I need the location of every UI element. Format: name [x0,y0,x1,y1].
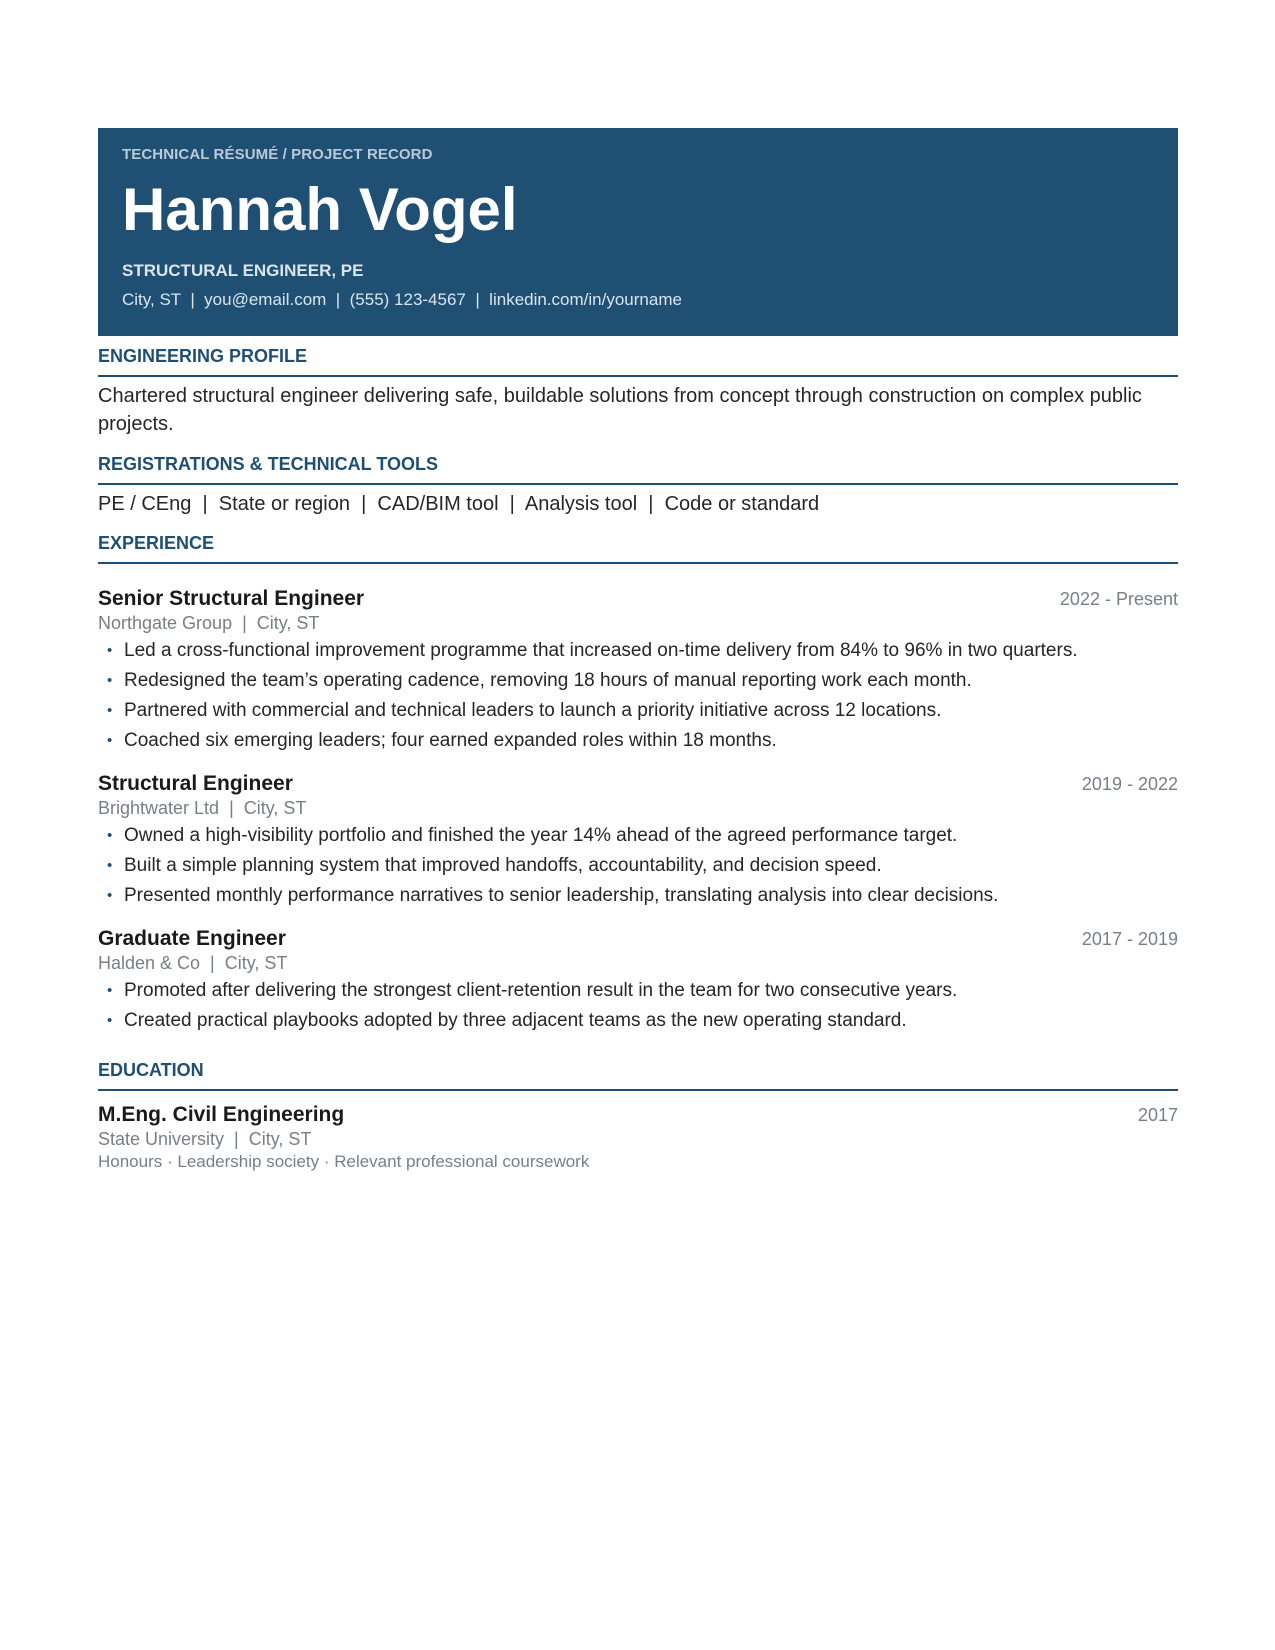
bullet-text: Built a simple planning system that improved handoffs, accountability, and decision speed. [124,855,882,876]
job-dates: 2022 - Present [1059,589,1178,609]
degree-title: M.Eng. Civil Engineering [98,1103,345,1126]
profile-summary: Chartered structural engineer delivering safe, buildable solutions from concept through construction on complex public projects. [98,385,1142,435]
bullet-text: Created practical playbooks adopted by three adjacent teams as the new operating standard. [124,1010,907,1031]
job-organization: Northgate Group | City, ST [98,613,320,633]
job-dates: 2019 - 2022 [1081,774,1178,794]
job-organization: Brightwater Ltd | City, ST [98,798,307,818]
bullet-text: Presented monthly performance narratives to senior leadership, translating analysis into clear decisions. [124,885,999,906]
bullet-icon: • [107,887,113,904]
candidate-name: Hannah Vogel [122,176,518,243]
job-bullets [98,636,1178,756]
job-organization: Halden & Co | City, ST [98,953,288,973]
document-kicker: TECHNICAL RÉSUMÉ / PROJECT RECORD [122,146,433,163]
job-bullet [98,1006,1178,1036]
job-bullet [98,666,1178,696]
bullet-text: Redesigned the team’s operating cadence, removing 18 hours of manual reporting work each month. [124,670,972,691]
contact-line: City, ST | you@email.com | (555) 123-4567 | linkedin.com/in/yourname [122,290,682,309]
bullet-icon: • [107,857,113,874]
job-bullet [98,851,1178,881]
bullet-icon: • [107,1012,113,1029]
job-bullet [98,881,1178,911]
job-bullets [98,821,1178,911]
job-title: Senior Structural Engineer [98,587,365,610]
job-entry [98,926,1178,1036]
bullet-icon: • [107,642,113,659]
bullet-text: Partnered with commercial and technical leaders to launch a priority initiative across 12 locations. [124,700,942,721]
job-bullets [98,976,1178,1036]
bullet-icon: • [107,672,113,689]
section-heading-tools: REGISTRATIONS & TECHNICAL TOOLS [98,454,1178,485]
graduation-year: 2017 [1137,1105,1178,1125]
education-details: Honours · Leadership society · Relevant professional coursework [98,1152,590,1171]
bullet-icon: • [107,702,113,719]
job-bullet [98,976,1178,1006]
bullet-text: Owned a high-visibility portfolio and finished the year 14% ahead of the agreed performance target. [124,825,958,846]
job-bullet [98,821,1178,851]
bullet-text: Coached six emerging leaders; four earned expanded roles within 18 months. [124,730,777,751]
section-heading-experience: EXPERIENCE [98,533,1178,564]
school-name: State University | City, ST [98,1129,312,1149]
section-heading-profile: ENGINEERING PROFILE [98,346,1178,377]
tools-list: PE / CEng | State or region | CAD/BIM tool | Analysis tool | Code or standard [98,493,820,515]
job-bullet [98,636,1178,666]
job-bullet [98,696,1178,726]
bullet-icon: • [107,827,113,844]
bullet-text: Promoted after delivering the strongest client-retention result in the team for two consecutive years. [124,980,958,1001]
bullet-icon: • [107,982,113,999]
candidate-role: STRUCTURAL ENGINEER, PE [122,261,364,280]
job-bullet [98,726,1178,756]
bullet-icon: • [107,732,113,749]
education-entry [98,1102,1178,1173]
job-entry [98,586,1178,756]
job-dates: 2017 - 2019 [1081,929,1178,949]
bullet-text: Led a cross-functional improvement programme that increased on-time delivery from 84% to 96% in two quarters. [124,640,1078,661]
header-banner [98,128,1178,336]
job-entry [98,771,1178,911]
job-title: Structural Engineer [98,772,293,795]
section-heading-education: EDUCATION [98,1060,1178,1091]
job-title: Graduate Engineer [98,927,286,950]
